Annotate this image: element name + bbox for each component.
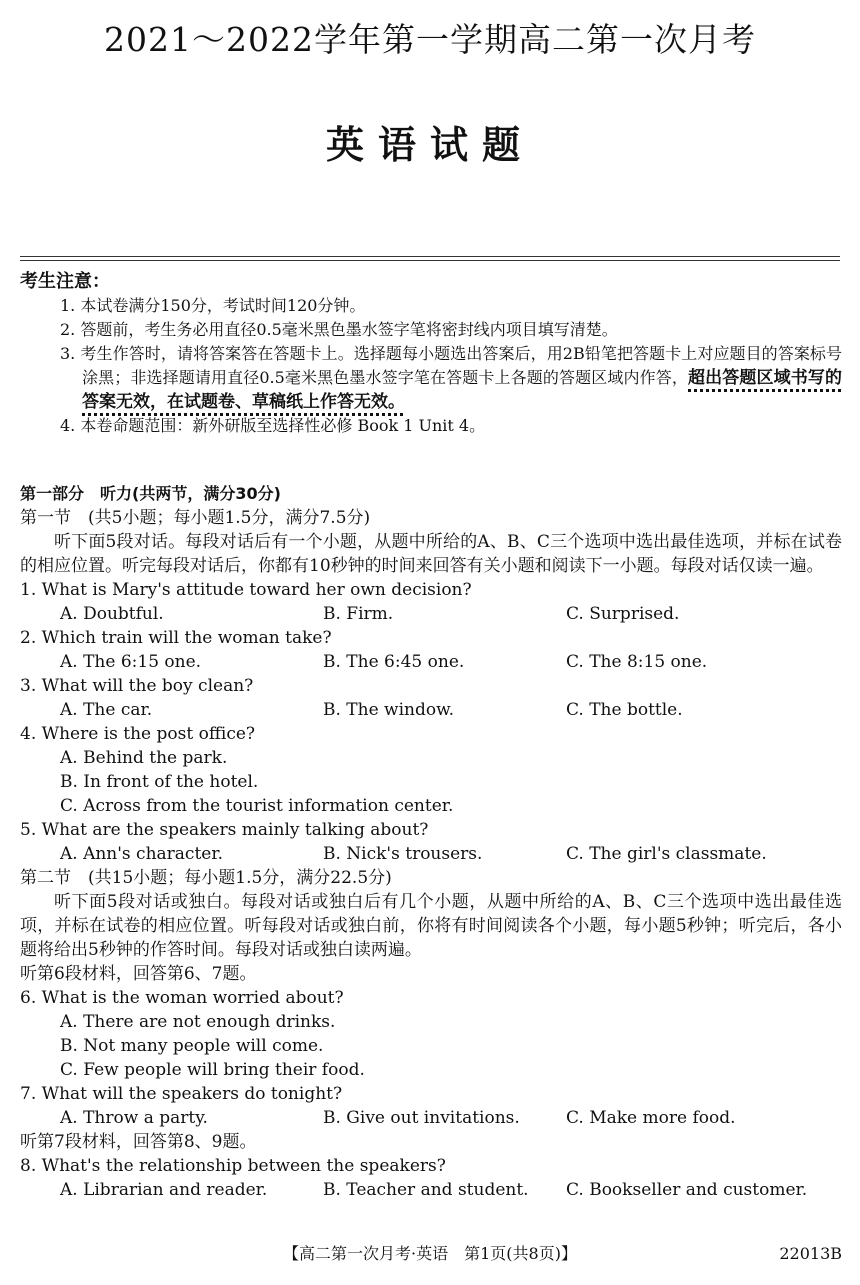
notice-item: 4. 本卷命题范围：新外研版至选择性必修 Book 1 Unit 4。 <box>60 416 486 435</box>
option-c: C. Bookseller and customer. <box>566 1180 808 1200</box>
notice-list <box>60 294 842 438</box>
option-a: A. The 6:15 one. <box>60 652 202 672</box>
listening-part <box>20 482 842 1202</box>
divider-line <box>20 260 840 261</box>
question-stem: 2. Which train will the woman take? <box>20 628 332 648</box>
exam-title: 2021～2022学年第一学期高二第一次月考 <box>104 20 756 59</box>
page-footer: 【高二第一次月考·英语 第1页(共8页)】 <box>283 1244 577 1263</box>
option-b: B. Give out invitations. <box>323 1108 520 1128</box>
option-b: B. The window. <box>323 700 455 720</box>
question-stem: 4. Where is the post office? <box>20 724 256 744</box>
option-b: B. Teacher and student. <box>323 1180 529 1200</box>
option-c: C. Surprised. <box>566 604 680 624</box>
option-c: C. The girl's classmate. <box>566 844 767 864</box>
option-a: A. Doubtful. <box>60 604 164 624</box>
material-label: 听第6段材料，回答第6、7题。 <box>20 964 257 984</box>
section-instructions: 听下面5段对话。每段对话后有一个小题，从题中所给的A、B、C三个选项中选出最佳选项，并标在试卷的相应位置。听完每段对话后，你都有10秒钟的时间来回答有关小题和阅读下一小题。每段对话仅读一遍。 <box>20 532 842 576</box>
options-row <box>20 698 842 722</box>
option-a: A. The car. <box>60 700 153 720</box>
question-stem: 8. What's the relationship between the speakers? <box>20 1156 446 1176</box>
option-a: A. Throw a party. <box>60 1108 208 1128</box>
section-title: 第二节 (共15小题；每小题1.5分，满分22.5分) <box>20 868 392 888</box>
section-instructions: 听下面5段对话或独白。每段对话或独白后有几个小题，从题中所给的A、B、C三个选项中选出最佳选项，并标在试卷的相应位置。听每段对话或独白前，你将有时间阅读各个小题，每小题5秒钟；听完后，各小题将给出5秒钟的作答时间。每段对话或独白读两遍。 <box>20 892 842 960</box>
options-row <box>20 1106 842 1130</box>
option-b: B. Not many people will come. <box>60 1036 324 1056</box>
option-b: B. The 6:45 one. <box>323 652 465 672</box>
option-a: A. Ann's character. <box>60 844 224 864</box>
options-row <box>20 842 842 866</box>
material-label: 听第7段材料，回答第8、9题。 <box>20 1132 257 1152</box>
options-row <box>20 1178 842 1202</box>
options-row <box>20 650 842 674</box>
part-title: 第一部分 听力(共两节，满分30分) <box>20 484 281 503</box>
option-c: C. Across from the tourist information center. <box>60 796 454 816</box>
option-c: C. Few people will bring their food. <box>60 1060 365 1080</box>
option-a: A. There are not enough drinks. <box>60 1012 336 1032</box>
notice-item-text: 3. 考生作答时，请将答案答在答题卡上。选择题每小题选出答案后，用2B铅笔把答题卡上对应题目的答案标号涂黑；非选择题请用直径0.5毫米黑色墨水签字笔在答题卡上各题的答题区域内作答， <box>60 344 842 387</box>
question-stem: 5. What are the speakers mainly talking about? <box>20 820 429 840</box>
notice-emphasis: 超出答题区域书写的答案无效，在试题卷、草稿纸上作答无效。 <box>82 368 843 412</box>
option-b: B. In front of the hotel. <box>60 772 259 792</box>
option-c: C. Make more food. <box>566 1108 736 1128</box>
notice-item: 2. 答题前，考生务必用直径0.5毫米黑色墨水签字笔将密封线内项目填写清楚。 <box>60 320 618 339</box>
option-c: C. The bottle. <box>566 700 683 720</box>
option-b: B. Firm. <box>323 604 394 624</box>
options-row <box>20 602 842 626</box>
option-a: A. Librarian and reader. <box>60 1180 268 1200</box>
option-b: B. Nick's trousers. <box>323 844 483 864</box>
section-title: 第一节 (共5小题；每小题1.5分，满分7.5分) <box>20 508 371 528</box>
option-a: A. Behind the park. <box>60 748 228 768</box>
exam-code: 22013B <box>779 1244 842 1263</box>
question-stem: 6. What is the woman worried about? <box>20 988 344 1008</box>
option-c: C. The 8:15 one. <box>566 652 708 672</box>
question-stem: 3. What will the boy clean? <box>20 676 254 696</box>
divider-line <box>20 256 840 257</box>
question-stem: 7. What will the speakers do tonight? <box>20 1084 343 1104</box>
notice-heading: 考生注意： <box>20 271 110 292</box>
notice-item: 1. 本试卷满分150分，考试时间120分钟。 <box>60 296 366 315</box>
question-stem: 1. What is Mary's attitude toward her own decision? <box>20 580 472 600</box>
notice-item <box>60 342 842 414</box>
subject-title: 英语试题 <box>325 123 534 167</box>
